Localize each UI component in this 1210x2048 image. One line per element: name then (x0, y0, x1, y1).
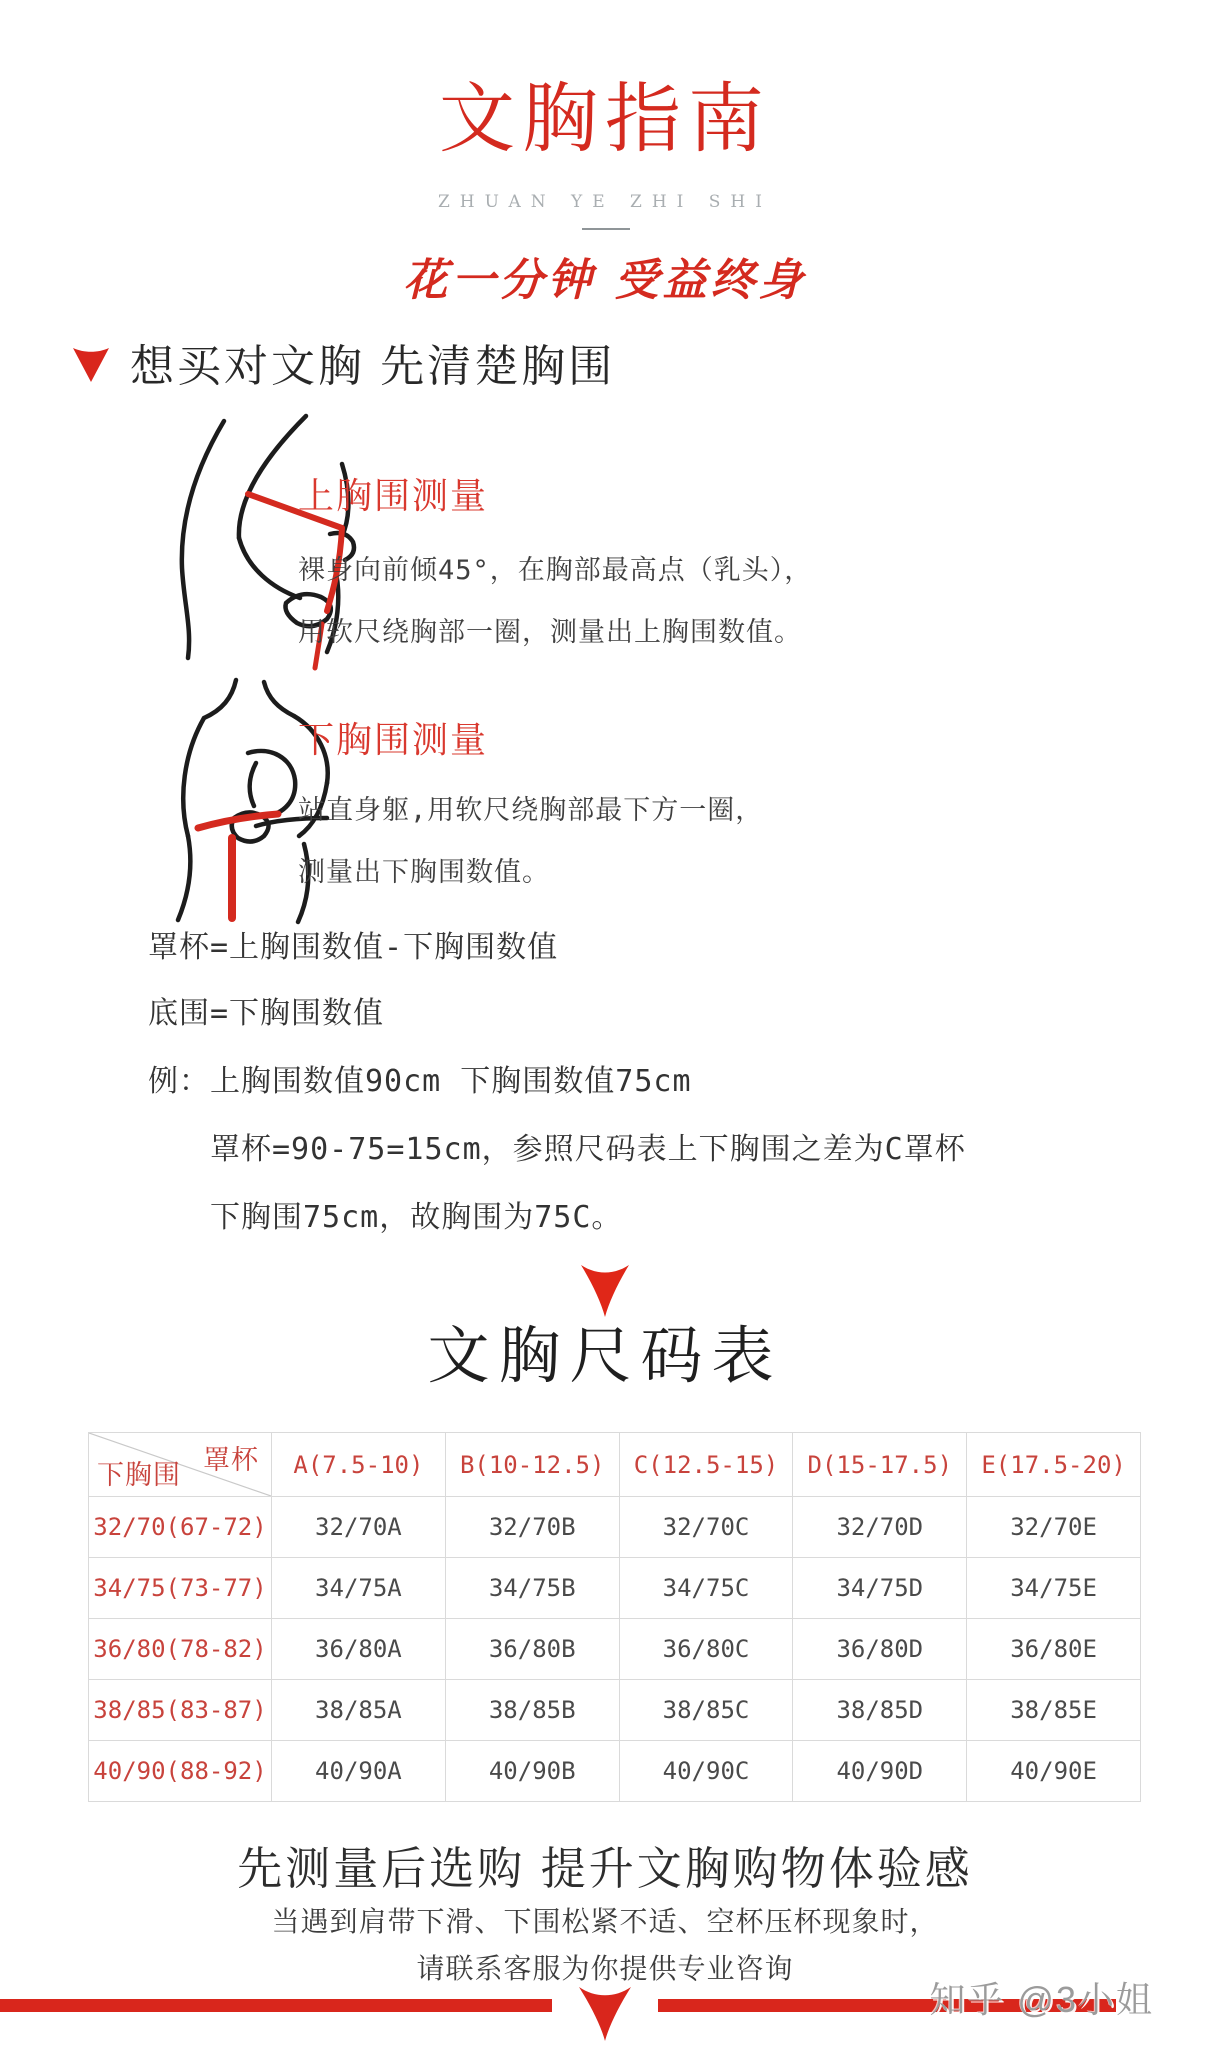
size-cell: 32/70D (793, 1497, 967, 1558)
size-cell: 34/75B (445, 1558, 619, 1619)
lower-measure-title: 下胸围测量 (298, 719, 489, 760)
corner-label-cup: 罩杯 (203, 1445, 259, 1476)
size-table-row (89, 1741, 1141, 1802)
footer-note-line2: 请联系客服为你提供专业咨询 (416, 1953, 794, 1984)
cup-column-header: D(15-17.5) (793, 1433, 967, 1497)
size-cell: 38/85A (272, 1680, 446, 1741)
lower-measure-line1: 站直身躯,用软尺绕胸部最下方一圈， (298, 795, 764, 826)
footer-note-line1: 当遇到肩带下滑、下围松紧不适、空杯压杯现象时， (271, 1906, 939, 1937)
underbust-row-label: 40/90(88-92) (89, 1741, 272, 1802)
size-cell: 40/90B (445, 1741, 619, 1802)
size-table-row (89, 1497, 1141, 1558)
measure-section-heading (72, 330, 615, 394)
size-table-row (89, 1619, 1141, 1680)
size-table-body (89, 1497, 1141, 1802)
upper-measure-line1: 裸身向前倾45°，在胸部最高点（乳头）， (298, 555, 813, 586)
size-cell: 40/90C (619, 1741, 793, 1802)
page-title: 文胸指南 (439, 77, 771, 162)
size-cell: 32/70E (967, 1497, 1141, 1558)
cup-column-header: A(7.5-10) (272, 1433, 446, 1497)
size-cell: 38/85D (793, 1680, 967, 1741)
bottom-down-arrow-icon (576, 1984, 634, 2044)
size-cell: 36/80A (272, 1619, 446, 1680)
size-cell: 38/85B (445, 1680, 619, 1741)
size-cell: 32/70A (272, 1497, 446, 1558)
size-cell: 34/75D (793, 1558, 967, 1619)
footer-headline: 先测量后选购 提升文胸购物体验感 (237, 1843, 973, 1894)
table-corner-cell (89, 1433, 272, 1497)
cup-column-header: B(10-12.5) (445, 1433, 619, 1497)
slogan-calligraphy: 花一分钟 受益终身 (403, 255, 807, 306)
size-cell: 38/85C (619, 1680, 793, 1741)
down-triangle-icon (72, 347, 110, 383)
cup-column-header: C(12.5-15) (619, 1433, 793, 1497)
size-table-header-row (89, 1433, 1141, 1497)
size-cell: 36/80C (619, 1619, 793, 1680)
formula-band: 底围=下胸围数值 (148, 996, 385, 1031)
size-table-row (89, 1558, 1141, 1619)
underbust-row-label: 32/70(67-72) (89, 1497, 272, 1558)
underbust-row-label: 36/80(78-82) (89, 1619, 272, 1680)
size-cell: 40/90D (793, 1741, 967, 1802)
formula-example: 例：上胸围数值90cm 下胸围数值75cm (148, 1064, 692, 1099)
size-cell: 36/80D (793, 1619, 967, 1680)
zhihu-watermark: 知乎 @3小姐 (929, 1979, 1154, 2020)
formula-cup: 罩杯=上胸围数值-下胸围数值 (148, 930, 559, 965)
size-cell: 38/85E (967, 1680, 1141, 1741)
size-cell: 34/75C (619, 1558, 793, 1619)
size-cell: 36/80E (967, 1619, 1141, 1680)
size-table-row (89, 1680, 1141, 1741)
size-table-title: 文胸尺码表 (427, 1322, 783, 1391)
header-divider (582, 228, 630, 230)
measure-heading-text: 想买对文胸 先清楚胸围 (130, 342, 616, 391)
upper-measure-title: 上胸围测量 (298, 475, 489, 516)
size-cell: 32/70B (445, 1497, 619, 1558)
size-cell: 32/70C (619, 1497, 793, 1558)
size-cell: 40/90A (272, 1741, 446, 1802)
size-cell: 34/75A (272, 1558, 446, 1619)
upper-measure-line2: 用软尺绕胸部一圈，测量出上胸围数值。 (298, 617, 802, 648)
formula-example-result: 下胸围75cm，故胸围为75C。 (210, 1200, 623, 1235)
cup-column-header: E(17.5-20) (967, 1433, 1141, 1497)
underbust-row-label: 34/75(73-77) (89, 1558, 272, 1619)
bottom-bar-left (0, 1999, 552, 2012)
underbust-row-label: 38/85(83-87) (89, 1680, 272, 1741)
pinyin-subtitle: ZHUAN YE ZHI SHI (438, 192, 772, 212)
size-cell: 34/75E (967, 1558, 1141, 1619)
size-table (88, 1432, 1141, 1802)
formula-example-calc: 罩杯=90-75=15cm，参照尺码表上下胸围之差为C罩杯 (210, 1132, 966, 1167)
lower-measure-line2: 测量出下胸围数值。 (298, 857, 550, 888)
size-cell: 36/80B (445, 1619, 619, 1680)
corner-label-underbust: 下胸围 (97, 1460, 181, 1491)
size-cell: 40/90E (967, 1741, 1141, 1802)
